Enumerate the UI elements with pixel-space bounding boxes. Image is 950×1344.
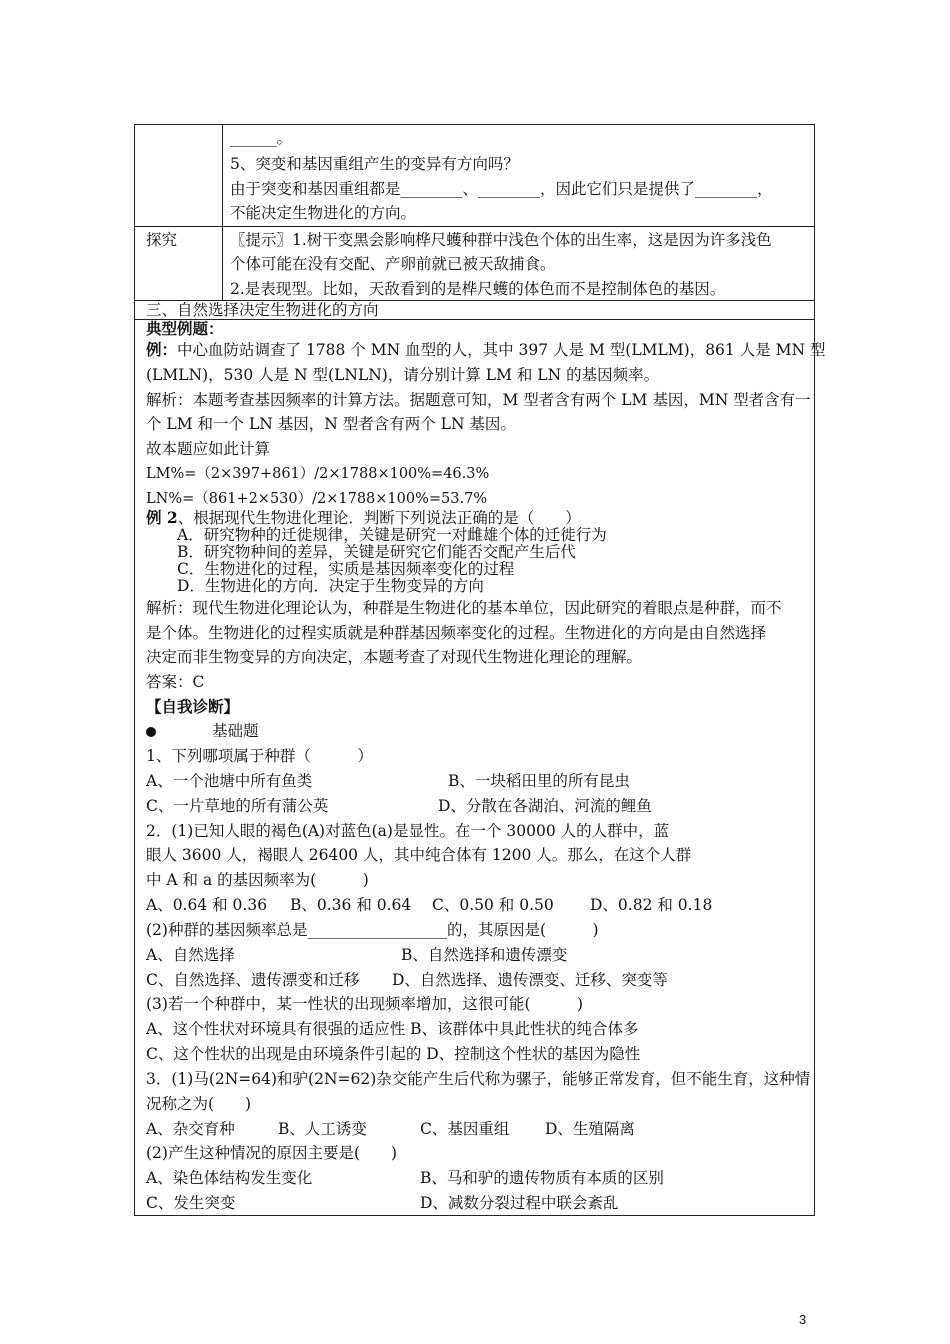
question-1: 1、下列哪项属于种群（ ）: [146, 747, 373, 765]
question-2-option-c: C、0.50 和 0.50: [432, 896, 554, 914]
example-1-analysis: 解析：本题考查基因频率的计算方法。据题意可知，M 型者含有两个 LM 基因，MN 型者含有一: [146, 391, 811, 409]
question-2-cont-2: 中 A 和 a 的基因频率为( ): [146, 871, 369, 889]
example-2-option-b: B．研究物种间的差异，关键是研究它们能否交配产生后代: [177, 543, 576, 561]
question-3-option-d: D、生殖隔离: [545, 1120, 635, 1138]
self-diagnosis-heading: 【自我诊断】: [146, 697, 240, 716]
question-3-option-c: C、基因重组: [420, 1120, 510, 1138]
question-5-answer-cont: 不能决定生物进化的方向。: [230, 204, 417, 222]
question-3-part-2-option-d: D、减数分裂过程中联会紊乱: [420, 1194, 619, 1212]
example-1-ln-formula: LN%=（861+2×530）/2×1788×100%=53.7%: [146, 491, 488, 507]
question-2-part-3: (3)若一个种群中，某一性状的出现频率增加，这很可能( ): [146, 995, 584, 1013]
question-2-option-d: D、0.82 和 0.18: [590, 896, 713, 914]
answer-blank-line: ______。: [230, 129, 293, 147]
example-1-lm-formula: LM%=（2×397+861）/2×1788×100%=46.3%: [146, 466, 490, 482]
question-2-part-2: (2)种群的基因频率总是__________________的，其原因是( ): [146, 921, 599, 939]
example-1-question-cont: (LMLN)，530 人是 N 型(LNLN)，请分别计算 LM 和 LN 的基因频率。: [146, 366, 660, 384]
question-3-part-2: (2)产生这种情况的原因主要是( ): [146, 1144, 398, 1162]
question-3-part-2-option-c: C、发生突变: [146, 1194, 236, 1212]
hint-1: 〖提示〗1.树干变黑会影响桦尺蠖种群中浅色个体的出生率，这是因为许多浅色: [230, 231, 772, 249]
example-2-option-d: D．生物进化的方向．决定于生物变异的方向: [177, 577, 484, 595]
question-2-cont: 眼人 3600 人，褐眼人 26400 人，其中纯合体有 1200 人。那么，在这个人群: [146, 846, 692, 864]
hint-2: 2.是表现型。比如，天敌看到的是桦尺蠖的体色而不是控制体色的基因。: [230, 280, 726, 298]
question-1-option-c: C、一片草地的所有蒲公英: [146, 797, 329, 815]
question-2-part-3-options-ab: A、这个性状对环境具有很强的适应性 B、该群体中具此性状的纯合体多: [146, 1020, 639, 1038]
table-column-divider: [222, 124, 223, 300]
question-1-option-a: A、一个池塘中所有鱼类: [146, 772, 313, 790]
question-3-option-a: A、杂交育种: [146, 1120, 235, 1138]
question-2-part-2-option-a: A、自然选择: [146, 946, 235, 964]
example-2-analysis-end: 决定而非生物变异的方向决定，本题考查了对现代生物进化理论的理解。: [146, 648, 643, 666]
question-2-option-a: A、0.64 和 0.36: [146, 896, 268, 914]
question-3-part-2-option-a: A、染色体结构发生变化: [146, 1169, 313, 1187]
question-2-option-b: B、0.36 和 0.64: [290, 896, 412, 914]
bullet-icon: [146, 727, 156, 737]
example-2-answer: 答案：C: [146, 673, 205, 691]
question-5: 5、突变和基因重组产生的变异有方向吗？: [230, 155, 519, 173]
example-2-question: 、根据现代生物进化理论．判断下列说法正确的是（ ）: [177, 509, 581, 527]
table-row-divider: [134, 226, 815, 227]
example-1-calc-intro: 故本题应如此计算: [146, 440, 271, 458]
example-2-label: 例 2: [146, 508, 178, 527]
question-3: 3．(1)马(2N=64)和驴(2N=62)杂交能产生后代称为骡子，能够正常发育，但不能生育，这种情: [146, 1070, 811, 1088]
question-2-part-3-options-cd: C、这个性状的出现是由环境条件引起的 D、控制这个性状的基因为隐性: [146, 1045, 641, 1063]
explore-label: 探究: [146, 231, 178, 249]
section-heading: 三、自然选择决定生物进化的方向: [146, 301, 379, 319]
typical-examples-heading: 典型例题：: [146, 319, 224, 338]
hint-1-cont: 个体可能在没有交配、产卵前就已被天敌捕食。: [230, 255, 556, 273]
question-1-option-d: D、分散在各湖泊、河流的鲤鱼: [438, 797, 652, 815]
question-2-part-2-option-c: C、自然选择、遗传漂变和迁移: [146, 971, 360, 989]
example-2-analysis: 解析：现代生物进化理论认为，种群是生物进化的基本单位，因此研究的着眼点是种群，而不: [146, 599, 782, 617]
example-1-question: 中心血防站调查了 1788 个 MN 血型的人，其中 397 人是 M 型(LMLM)，861 人是 MN 型: [177, 341, 826, 359]
question-2-part-2-option-b: B、自然选择和遗传漂变: [401, 946, 568, 964]
example-2-option-a: A．研究物种的迁徙规律，关键是研究一对雌雄个体的迁徙行为: [177, 526, 607, 544]
page-number: 3: [799, 1312, 807, 1327]
example-1-label: 例：: [146, 340, 178, 359]
example-2-option-c: C．生物进化的过程，实质是基因频率变化的过程: [177, 560, 515, 578]
question-5-answer: 由于突变和基因重组都是________、________，因此它们只是提供了________，: [230, 180, 773, 198]
example-1-analysis-cont: 个 LM 和一个 LN 基因，N 型者含有两个 LN 基因。: [146, 415, 516, 433]
question-2-part-2-option-d: D、自然选择、遗传漂变、迁移、突变等: [392, 971, 668, 989]
example-2-analysis-cont: 是个体。生物进化的过程实质就是种群基因频率变化的过程。生物进化的方向是由自然选择: [146, 624, 767, 642]
basic-questions-label: 基础题: [212, 722, 259, 740]
question-3-part-2-option-b: B、马和驴的遗传物质有本质的区别: [420, 1169, 664, 1187]
question-3-cont: 况称之为( ): [146, 1095, 252, 1113]
question-1-option-b: B、一块稻田里的所有昆虫: [448, 772, 630, 790]
question-2: 2．(1)已知人眼的褐色(A)对蓝色(a)是显性。在一个 30000 人的人群中，蓝: [146, 822, 670, 840]
question-3-option-b: B、人工诱变: [278, 1120, 367, 1138]
